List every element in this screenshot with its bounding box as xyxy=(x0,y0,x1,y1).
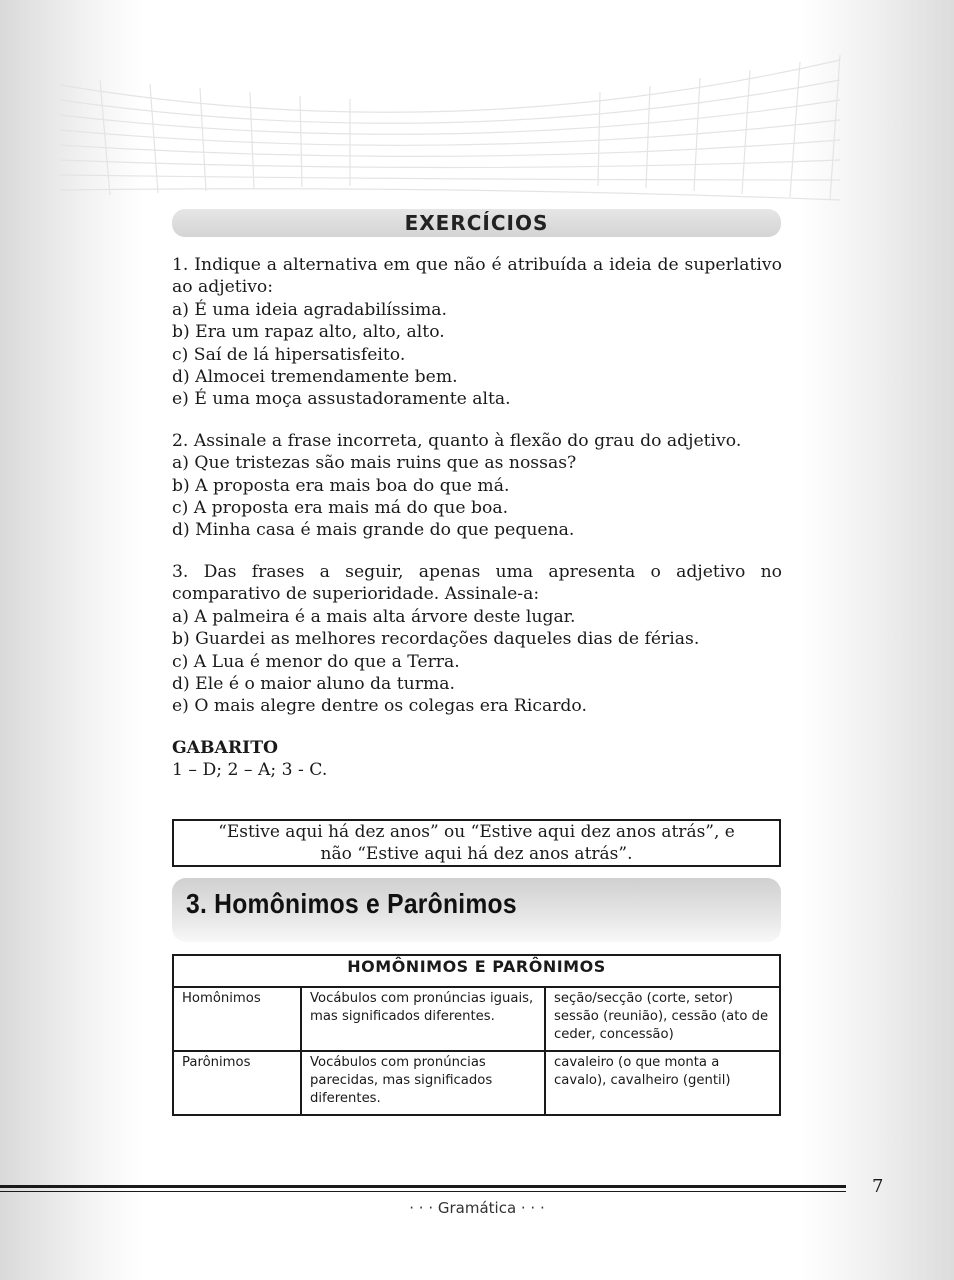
page-number: 7 xyxy=(872,1176,884,1197)
option-e: e) O mais alegre dentre os colegas era Ricardo. xyxy=(172,696,587,717)
option-e: e) É uma moça assustadoramente alta. xyxy=(172,389,511,410)
question-stem: 2. Assinale a frase incorreta, quanto à flexão do grau do adjetivo. xyxy=(172,430,742,451)
table-cell-definition: Vocábulos com pronúncias parecidas, mas significados diferentes. xyxy=(301,1051,545,1115)
question-stem: 1. Indique a alternativa em que não é atribuída a ideia de superlativo ao adjetivo: xyxy=(172,255,782,298)
usage-note-line-1: “Estive aqui há dez anos” ou “Estive aqui dez anos atrás”, e xyxy=(218,822,735,842)
option-c: c) A proposta era mais má do que boa. xyxy=(172,498,509,519)
table-cell-term: Parônimos xyxy=(173,1051,301,1115)
option-c: c) Saí de lá hipersatisfeito. xyxy=(172,344,406,365)
option-d: d) Almocei tremendamente bem. xyxy=(172,367,458,388)
usage-note-box xyxy=(172,819,781,867)
table-cell-definition: Vocábulos com pronúncias iguais, mas significados diferentes. xyxy=(301,987,545,1051)
option-a: a) Que tristezas são mais ruins que as nossas? xyxy=(172,453,577,474)
option-a: a) É uma ideia agradabilíssima. xyxy=(172,299,447,320)
section-header xyxy=(172,878,781,942)
exercises-content xyxy=(172,254,782,801)
answer-key-title: GABARITO xyxy=(172,737,278,758)
table-row xyxy=(173,987,780,1051)
option-d: d) Ele é o maior aluno da turma. xyxy=(172,673,455,694)
footer-divider-thin xyxy=(0,1191,846,1192)
footer-book-title: · · · Gramática · · · xyxy=(409,1199,545,1217)
option-b: b) Guardei as melhores recordações daqueles dias de férias. xyxy=(172,629,700,650)
answer-key-values: 1 – D; 2 – A; 3 - C. xyxy=(172,760,328,781)
option-c: c) A Lua é menor do que a Terra. xyxy=(172,651,460,672)
question-stem: 3. Das frases a seguir, apenas uma apresenta o adjetivo no comparativo de superioridade. Assinale-a: xyxy=(172,561,782,605)
question-2 xyxy=(172,430,782,542)
section-title: 3. Homônimos e Parônimos xyxy=(186,888,517,919)
exercises-header-bar xyxy=(172,209,781,237)
option-a: a) A palmeira é a mais alta árvore deste lugar. xyxy=(172,606,576,627)
question-3 xyxy=(172,561,782,718)
answer-key xyxy=(172,737,782,782)
option-b: b) Era um rapaz alto, alto, alto. xyxy=(172,322,445,343)
table-cell-examples: cavaleiro (o que monta a cavalo), cavalheiro (gentil) xyxy=(545,1051,780,1115)
footer-divider xyxy=(0,1185,846,1188)
option-d: d) Minha casa é mais grande do que pequena. xyxy=(172,520,575,541)
homonyms-paronyms-table xyxy=(172,954,781,1116)
option-b: b) A proposta era mais boa do que má. xyxy=(172,475,510,496)
table-row xyxy=(173,1051,780,1115)
question-1 xyxy=(172,254,782,411)
exercises-title: EXERCÍCIOS xyxy=(404,211,549,235)
table-cell-term: Homônimos xyxy=(173,987,301,1051)
table-header: HOMÔNIMOS E PARÔNIMOS xyxy=(173,955,780,987)
usage-note-line-2: não “Estive aqui há dez anos atrás”. xyxy=(320,844,633,864)
table-cell-examples: seção/secção (corte, setor) sessão (reunião), cessão (ato de ceder, concessão) xyxy=(545,987,780,1051)
